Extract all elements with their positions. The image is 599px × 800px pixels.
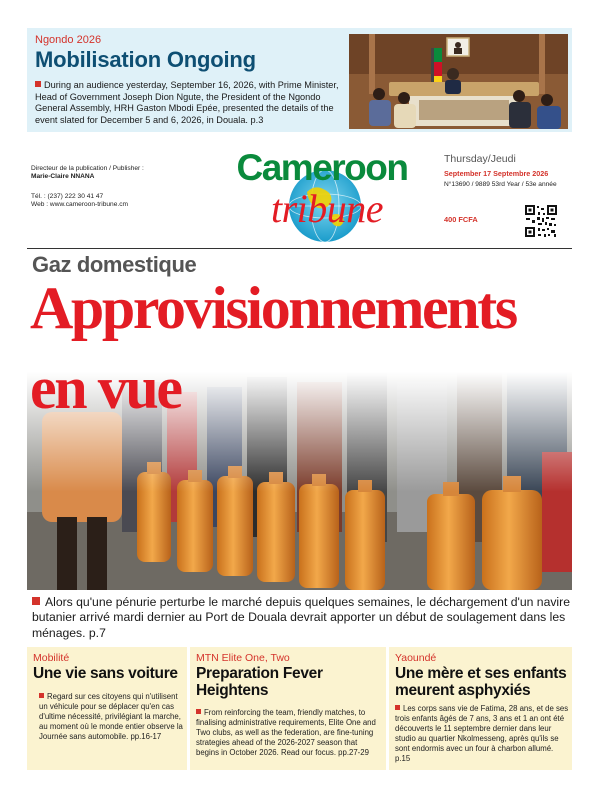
- logo-word-cameroon: Cameroon: [236, 147, 408, 188]
- issue-date: September 17 Septembre 2026: [444, 169, 549, 178]
- bullet-icon: [196, 709, 201, 714]
- price-tag: 400 FCFA: [444, 215, 478, 224]
- top-story-title[interactable]: Mobilisation Ongoing: [35, 47, 256, 72]
- bullet-icon: [32, 597, 40, 605]
- cameroon-tribune-logo[interactable]: [215, 142, 430, 247]
- teaser-kicker: MTN Elite One, Two: [196, 652, 290, 664]
- teaser-text: Regard sur ces citoyens qui n'utilisent un véhicule pour se déplacer qu'en cas d'ultime nécessité, privilégiant la marche, au moment où le monde entier observe la Journée sans automobile. pp.16-17: [39, 692, 183, 741]
- headline-kicker: Gaz domestique: [32, 252, 197, 277]
- publisher-name: Marie-Claire NNANA: [31, 173, 95, 180]
- bullet-icon: [35, 81, 41, 87]
- issue-day: Thursday/Jeudi: [444, 153, 516, 165]
- headline-deck-text: Alors qu'une pénurie perturbe le marché depuis quelques semaines, le déchargement d'un navire butanier arrivé mardi dernier au Port de Douala devrait apporter un début de soulagement dans les ménages. p.7: [32, 595, 570, 640]
- teaser-mobilite[interactable]: [27, 647, 187, 770]
- teaser-text: From reinforcing the team, friendly matches, to finalising administrative requirements, Elite One and Two clubs, as well as the federation, are fine-tuning strategies ahead of the 2026-2027 season that begins in October 2026. Read our focus. pp.27-29: [196, 708, 376, 757]
- headline-line-1[interactable]: Approvisionnements: [30, 275, 516, 341]
- teaser-kicker: Mobilité: [33, 652, 70, 664]
- teaser-title[interactable]: Une mère et ses enfants meurent asphyxiés: [395, 665, 567, 699]
- teaser-title[interactable]: Preparation Fever Heightens: [196, 665, 323, 699]
- issue-number: N°13690 / 9889 53rd Year / 53e année: [444, 181, 557, 188]
- teaser-text: Les corps sans vie de Fatima, 28 ans, et de ses trois enfants âgés de 7 ans, 3 ans et 1 an ont été découverts le 11 septembre dernier dans leur studio au quartier Nkolmesseng, après qu'ils se sont endormis avec un four à charbon allumé. p.15: [395, 704, 569, 763]
- bullet-icon: [395, 705, 400, 710]
- top-story-kicker: Ngondo 2026: [35, 34, 102, 46]
- headline-line-2[interactable]: en vue: [30, 355, 181, 421]
- logo-word-tribune: tribune: [270, 186, 384, 231]
- teaser-kicker: Yaoundé: [395, 652, 437, 664]
- bullet-icon: [39, 693, 44, 698]
- teaser-elite-one[interactable]: [190, 647, 386, 770]
- qr-code-icon[interactable]: [524, 204, 558, 238]
- masthead-dateline: [444, 153, 584, 188]
- publisher-label: Directeur de la publication / Publisher :: [31, 165, 144, 172]
- website[interactable]: Web : www.cameroon-tribune.cm: [31, 201, 128, 208]
- teaser-title[interactable]: Une vie sans voiture: [33, 665, 178, 682]
- masthead-credits: [31, 165, 191, 209]
- top-story-body: During an audience yesterday, September 16, 2026, with Prime Minister, Head of Government Joseph Dion Ngute, the President of the Ngondo General Assembly, HRH Gaston Mbodi Epée, presented the details of the event slated for December 5 and 6, 2026, in Douala. p.3: [35, 80, 339, 125]
- top-story-banner[interactable]: [27, 28, 572, 132]
- masthead-divider: [27, 248, 572, 249]
- top-story-text: [35, 80, 340, 126]
- telephone: Tél. : (237) 222 30 41 47: [31, 193, 104, 200]
- meeting-photo: [349, 34, 568, 129]
- headline-deck: [32, 595, 572, 641]
- teaser-yaounde[interactable]: [389, 647, 572, 770]
